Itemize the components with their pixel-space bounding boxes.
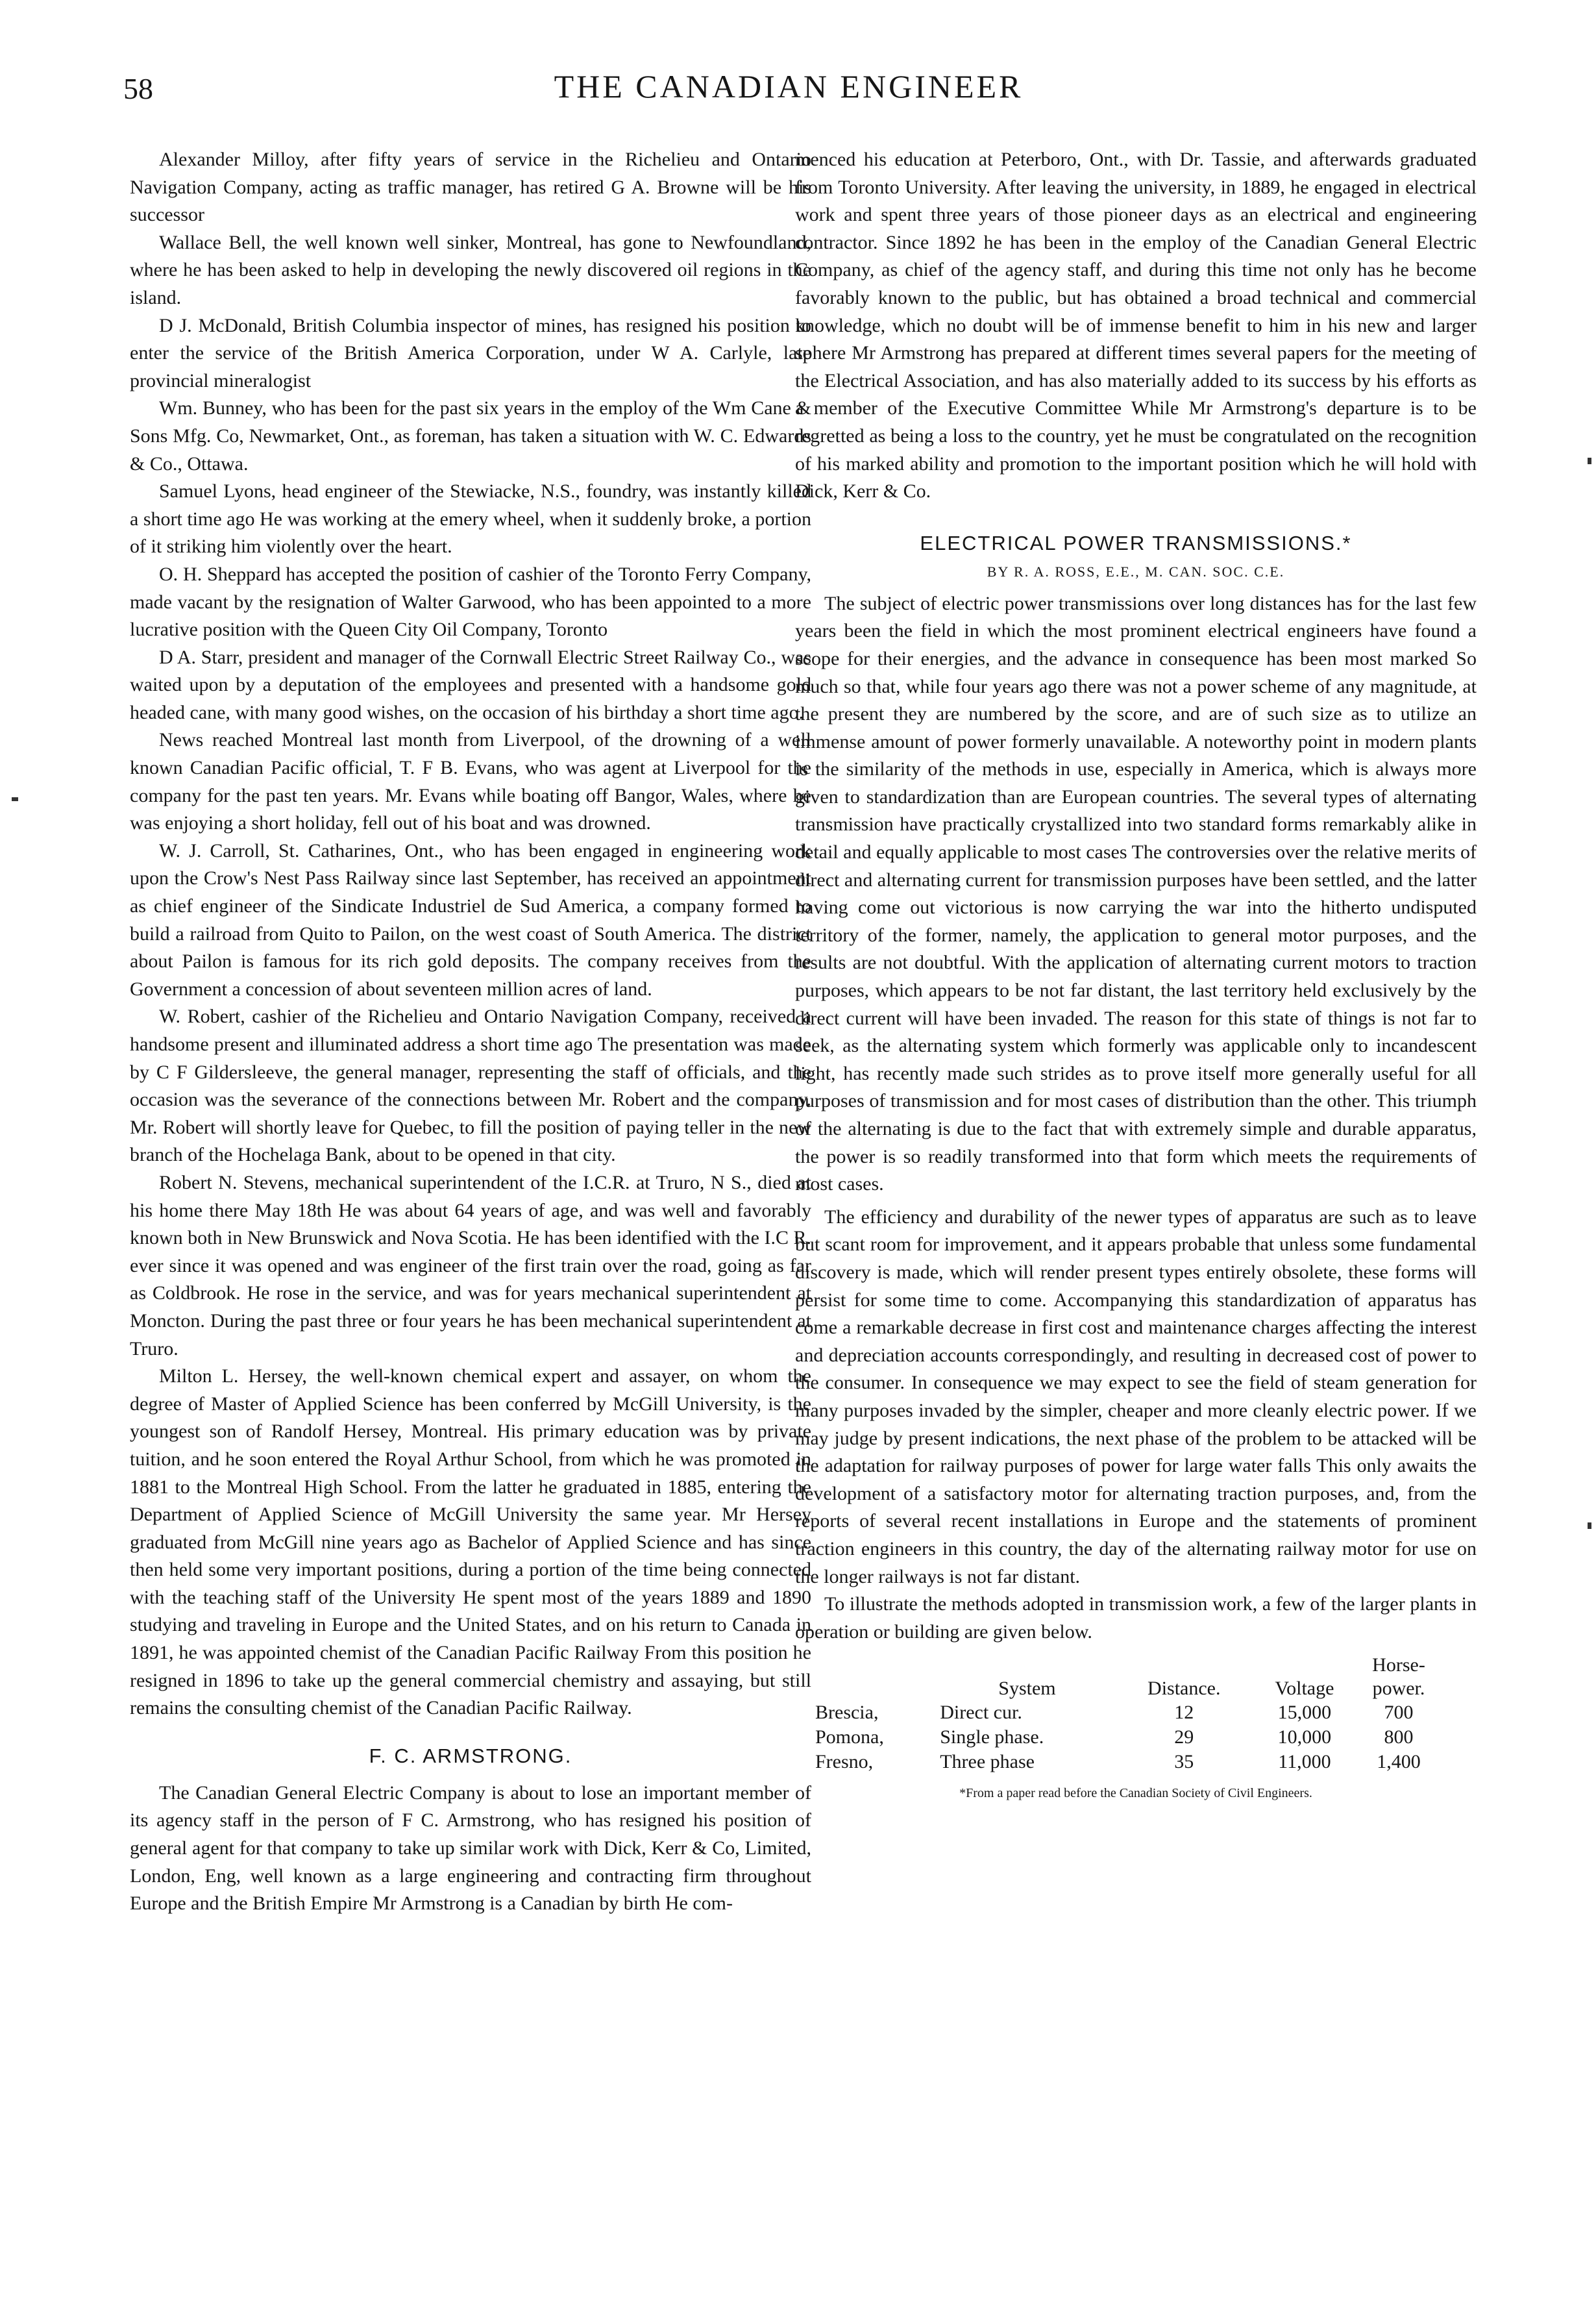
news-item: W. Robert, cashier of the Richelieu and Ontario Navigation Company, received a handsome present and illuminated address a short time ago The presentation was made by C F Gildersleeve, the general manager, representing the staff of officials, and the occasion was the severance of the connections between Mr. Robert and the company. Mr. Robert will shortly leave for Quebec, to fill the position of paying teller in the new branch of the Hochelaga Bank, about to be opened in that city. (130, 1006, 811, 1166)
scan-mark (1588, 458, 1591, 464)
news-item: D J. McDonald, British Columbia inspector of mines, has resigned his position to enter the service of the British America Corporation, under W A. Carlyle, late provincial mineralogist (130, 314, 811, 391)
article-footnote: *From a paper read before the Canadian Society of Civil Engineers. (959, 1786, 1312, 1801)
table-cell: 15,000 (1277, 1702, 1332, 1724)
table-row (811, 1750, 1438, 1774)
plants-table (811, 1654, 1438, 1774)
table-cell: 35 (1174, 1751, 1194, 1773)
table-cell: 10,000 (1277, 1726, 1332, 1748)
article-byline: BY R. A. ROSS, E.E., M. CAN. SOC. C.E. (987, 563, 1285, 580)
table-cell: Fresno, (815, 1751, 874, 1773)
armstrong-lead-paragraph: The Canadian General Electric Company is about to lose an important member of its agency staff in the person of F C. Armstrong, who has resigned his position of general agent for that company to take up similar work with Dick, Kerr & Co, Limited, London, Eng, well known as a large engineering and contracting firm throughout Europe and the British Empire Mr Armstrong is a Canadian by birth He com- (130, 1781, 811, 1915)
scan-mark (1588, 1522, 1591, 1529)
article-title: ELECTRICAL POWER TRANSMISSIONS.* (920, 531, 1352, 554)
news-item: Samuel Lyons, head engineer of the Stewiacke, N.S., foundry, was instantly killed a short time ago He was working at the emery wheel, when it suddenly broke, a portion of it striking him violently over the heart. (130, 480, 811, 558)
table-cell: Pomona, (815, 1726, 884, 1748)
news-item: Wallace Bell, the well known well sinker, Montreal, has gone to Newfoundland, where he has been asked to help in developing the newly discovered oil regions in the island. (130, 231, 811, 308)
table-cell: 29 (1174, 1726, 1194, 1748)
table-row (811, 1700, 1438, 1725)
table-cell: 11,000 (1278, 1751, 1331, 1773)
table-cell: 1,400 (1377, 1751, 1421, 1773)
news-item: Robert N. Stevens, mechanical superintendent of the I.C.R. at Truro, N S., died at his home there May 18th He was about 64 years of age, and was well and favorably known both in New Brunswick and Nova Scotia. He has been identified with the I.C R. ever since it was opened and was engineer of the first train over the road, going as far as Coldbrook. He rose in the service, and was for years mechanical superintendent at Moncton. During the past three or four years he has been mechanical superintendent at Truro. (130, 1171, 811, 1359)
table-header: Distance. (1148, 1678, 1221, 1700)
running-title: THE CANADIAN ENGINEER (554, 68, 1024, 105)
news-item: Wm. Bunney, who has been for the past six years in the employ of the Wm Cane & Sons Mfg. Co, Newmarket, Ont., as foreman, has taken a situation with W. C. Edwards & Co., Ottawa. (130, 397, 811, 475)
table-header-row (811, 1654, 1438, 1700)
armstrong-continued-paragraph: menced his education at Peterboro, Ont., with Dr. Tassie, and afterwards graduated from Toronto University. After leaving the university, in 1889, he engaged in electrical work and spent three years of those pioneer days as an electrical and engineering contractor. Since 1892 he has been in the employ of the Canadian General Electric Company, as chief of the agency staff, and during this time not only has he become favorably known to the public, but has obtained a broad technical and commercial knowledge, which no doubt will be of immense benefit to him in his new and larger sphere Mr Armstrong has prepared at different times several papers for the meeting of the Electrical Association, and has also materially added to its success by his efforts as a member of the Executive Committee While Mr Armstrong's departure is to be regretted as being a loss to the country, yet he must be congratulated on the recognition of his marked ability and promotion to the important position which he will hold with Dick, Kerr & Co. (795, 149, 1477, 503)
news-item: News reached Montreal last month from Liverpool, of the drowning of a well known Canadian Pacific official, T. F B. Evans, who was agent at Liverpool for the company for the past ten years. Mr. Evans while boating off Bangor, Wales, where he was enjoying a short holiday, fell out of his boat and was drowned. (130, 729, 811, 834)
scan-mark (12, 797, 18, 801)
armstrong-section-title: F. C. ARMSTRONG. (369, 1744, 572, 1767)
article-paragraph: The subject of electric power transmissions over long distances has for the last few years been the field in which the most prominent electrical engineers have found a scope for their energies, and the advance in consequence has been most marked So much so that, while four years ago there was not a power scheme of any magnitude, at the present they are numbered by the score, and are of such size as to utilize an immense amount of power formerly unavailable. A noteworthy point in modern plants is the similarity of the methods in use, especially in America, which is always more given to standardization than are European countries. The several types of alternating transmission have practically crystallized into two standard forms remarkably alike in detail and equally applicable to most cases The controversies over the relative merits of direct and alternating current for transmission purposes have been settled, and the latter having come out victorious is now carrying the war into the hitherto undisputed territory of the former, namely, the application to general motor purposes, and the results are not doubtful. With the application of alternating current motors to traction purposes, which appears to be not far distant, the last territory held exclusively by the direct current will have been invaded. The reason for this state of things is not far to seek, as the alternating system which formerly was applicable only to incandescent light, has recently made such strides as to prove itself more generally useful for all purposes of transmission and for most cases of distribution than the other. This triumph of the alternating is due to the fact that with extremely simple and durable apparatus, the power is so readily transformed into that form which meets the requirements of most cases. (795, 592, 1477, 1195)
table-header: Horse-power. (1372, 1654, 1425, 1700)
article-paragraph: To illustrate the methods adopted in transmission work, a few of the larger plants in operation or building are given below. (795, 1593, 1477, 1643)
left-column (130, 146, 811, 1918)
table-cell: Brescia, (815, 1702, 879, 1724)
news-item: Alexander Milloy, after fifty years of service in the Richelieu and Ontario Navigation Company, acting as traffic manager, has retired G A. Browne will be his successor (130, 149, 811, 226)
news-item: D A. Starr, president and manager of the Cornwall Electric Street Railway Co., was waited upon by a deputation of the employees and presented with a handsome gold headed cane, with many good wishes, on the occasion of his birthday a short time ago. (130, 646, 811, 723)
table-header (811, 1654, 936, 1700)
table-cell: 12 (1174, 1702, 1194, 1724)
table-header: Voltage (1275, 1678, 1334, 1700)
table-cell: 700 (1384, 1702, 1414, 1724)
table-cell: 800 (1384, 1726, 1414, 1748)
table-cell: Three phase (940, 1751, 1035, 1773)
news-item: W. J. Carroll, St. Catharines, Ont., who has been engaged in engineering work upon the Crow's Nest Pass Railway since last September, has received an appointment as chief engineer of the Sindicate Industriel de Sud America, a company formed to build a railroad from Quito to Pailon, on the west coast of South America. The district about Pailon is famous for its rich gold deposits. The company receives from the Government a concession of about seventeen million acres of land. (130, 839, 811, 1000)
page-header (117, 65, 1460, 127)
table-cell: Direct cur. (940, 1702, 1022, 1724)
table-row (811, 1725, 1438, 1750)
right-column (795, 146, 1477, 1803)
table-cell: Single phase. (940, 1726, 1044, 1748)
news-item: O. H. Sheppard has accepted the position of cashier of the Toronto Ferry Company, made vacant by the resignation of Walter Garwood, who has been appointed to a more lucrative position with the Queen City Oil Company, Toronto (130, 563, 811, 641)
page-number: 58 (123, 72, 153, 105)
table-header: System (998, 1678, 1056, 1700)
news-item: Milton L. Hersey, the well-known chemical expert and assayer, on whom the degree of Master of Applied Science has been conferred by McGill University, is the youngest son of Randolf Hersey, Montreal. His primary education was by private tuition, and he soon entered the Royal Arthur School, from which he was promoted in 1881 to the Montreal High School. From the latter he graduated in 1885, entering the Department of Applied Science of McGill University the same year. Mr Hersey graduated from McGill nine years ago as Bachelor of Applied Science and has since then held some very important positions, during a portion of the time being connected with the teaching staff of the University He spent most of the years 1889 and 1890 studying and traveling in Europe and the United States, and on his return to Canada in 1891, he was appointed chemist of the Canadian Pacific Railway From this position he resigned in 1896 to take up the general commercial chemistry and assaying, but still remains the consulting chemist of the Canadian Pacific Railway. (130, 1365, 811, 1719)
article-paragraph: The efficiency and durability of the newer types of apparatus are such as to leave but scant room for improvement, and it appears probable that unless some fundamental discovery is made, which will render present types entirely obsolete, these forms will persist for some time to come. Accompanying this standardization of apparatus has come a remarkable decrease in first cost and maintenance charges affecting the interest and depreciation accounts correspondingly, and resulting in decreased cost of power to the consumer. In consequence we may expect to see the field of steam generation for many purposes invaded by the simpler, cheaper and more cleanly electric power. If we may judge by present indications, the next phase of the problem to be attacked will be the adaptation for railway purposes of power for large water falls This only awaits the development of a satisfactory motor for alternating traction purposes, and, from the reports of several recent installations in Europe and the statements of prominent traction engineers in this country, the day of the alternating railway motor for use on the longer railways is not far distant. (795, 1206, 1477, 1587)
